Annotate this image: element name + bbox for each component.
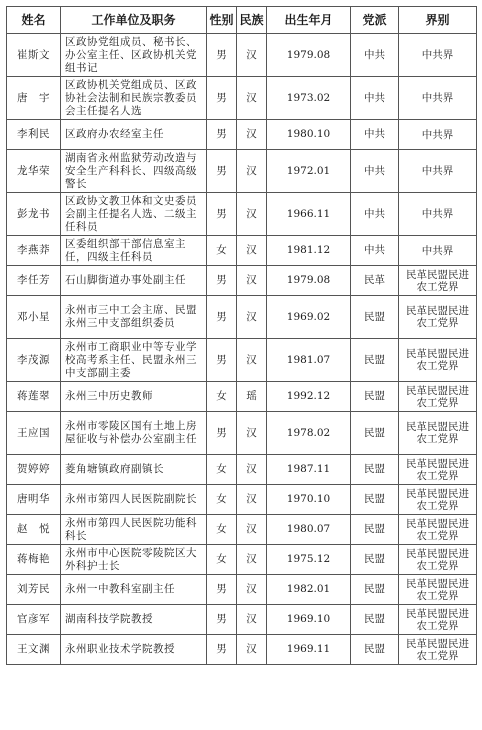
sector-cell: 民革民盟民进农工党界 (399, 382, 477, 412)
table-row (7, 236, 477, 266)
sector-cell: 民革民盟民进农工党界 (399, 296, 477, 339)
name-cell: 蒋莲翠 (7, 382, 61, 412)
unit-cell: 区委组织部干部信息室主任，四级主任科员 (61, 236, 207, 266)
table-row (7, 77, 477, 120)
birth-cell: 1981.07 (267, 339, 351, 382)
gender-cell: 女 (207, 545, 237, 575)
table-row (7, 150, 477, 193)
ethnicity-cell: 汉 (237, 266, 267, 296)
ethnicity-cell: 汉 (237, 635, 267, 665)
table-row (7, 515, 477, 545)
header-row (7, 7, 477, 34)
table-row (7, 193, 477, 236)
birth-cell: 1966.11 (267, 193, 351, 236)
name-cell: 崔斯文 (7, 34, 61, 77)
name-cell: 王文渊 (7, 635, 61, 665)
birth-cell: 1980.07 (267, 515, 351, 545)
party-cell: 中共 (351, 236, 399, 266)
sector-cell: 民革民盟民进农工党界 (399, 455, 477, 485)
gender-cell: 男 (207, 77, 237, 120)
name-cell: 贺婷婷 (7, 455, 61, 485)
gender-cell: 男 (207, 193, 237, 236)
party-cell: 民盟 (351, 545, 399, 575)
header-gender: 性别 (207, 7, 237, 34)
header-sector: 界别 (399, 7, 477, 34)
birth-cell: 1969.02 (267, 296, 351, 339)
unit-cell: 永州市中心医院零陵院区大外科护士长 (61, 545, 207, 575)
sector-cell: 民革民盟民进农工党界 (399, 266, 477, 296)
unit-cell: 区政府办农经室主任 (61, 120, 207, 150)
birth-cell: 1981.12 (267, 236, 351, 266)
unit-cell: 永州一中教科室副主任 (61, 575, 207, 605)
ethnicity-cell: 汉 (237, 296, 267, 339)
unit-cell: 区政协机关党组成员、区政协社会法制和民族宗教委员会主任提名人选 (61, 77, 207, 120)
unit-cell: 区政协党组成员、秘书长、办公室主任、区政协机关党组书记 (61, 34, 207, 77)
party-cell: 民盟 (351, 339, 399, 382)
gender-cell: 男 (207, 296, 237, 339)
party-cell: 民盟 (351, 575, 399, 605)
table-row (7, 34, 477, 77)
gender-cell: 男 (207, 266, 237, 296)
gender-cell: 男 (207, 34, 237, 77)
gender-cell: 男 (207, 635, 237, 665)
table-row (7, 455, 477, 485)
ethnicity-cell: 汉 (237, 77, 267, 120)
ethnicity-cell: 汉 (237, 150, 267, 193)
table-row (7, 605, 477, 635)
gender-cell: 女 (207, 485, 237, 515)
sector-cell: 民革民盟民进农工党界 (399, 515, 477, 545)
table-row (7, 120, 477, 150)
header-ethnicity: 民族 (237, 7, 267, 34)
table-row (7, 339, 477, 382)
birth-cell: 1975.12 (267, 545, 351, 575)
gender-cell: 女 (207, 515, 237, 545)
sector-cell: 民革民盟民进农工党界 (399, 339, 477, 382)
unit-cell: 永州职业技术学院教授 (61, 635, 207, 665)
birth-cell: 1987.11 (267, 455, 351, 485)
ethnicity-cell: 汉 (237, 236, 267, 266)
table-row (7, 412, 477, 455)
name-cell: 唐 宇 (7, 77, 61, 120)
party-cell: 中共 (351, 34, 399, 77)
sector-cell: 民革民盟民进农工党界 (399, 412, 477, 455)
birth-cell: 1970.10 (267, 485, 351, 515)
gender-cell: 男 (207, 150, 237, 193)
birth-cell: 1978.02 (267, 412, 351, 455)
name-cell: 李燕莽 (7, 236, 61, 266)
unit-cell: 永州三中历史教师 (61, 382, 207, 412)
party-cell: 民革 (351, 266, 399, 296)
unit-cell: 菱角塘镇政府副镇长 (61, 455, 207, 485)
party-cell: 民盟 (351, 515, 399, 545)
header-name: 姓名 (7, 7, 61, 34)
ethnicity-cell: 汉 (237, 545, 267, 575)
table-row (7, 635, 477, 665)
ethnicity-cell: 瑶 (237, 382, 267, 412)
name-cell: 官彦军 (7, 605, 61, 635)
sector-cell: 民革民盟民进农工党界 (399, 575, 477, 605)
name-cell: 彭龙书 (7, 193, 61, 236)
ethnicity-cell: 汉 (237, 339, 267, 382)
ethnicity-cell: 汉 (237, 193, 267, 236)
unit-cell: 湖南省永州监狱劳动改造与安全生产科科长、四级高级警长 (61, 150, 207, 193)
gender-cell: 男 (207, 575, 237, 605)
ethnicity-cell: 汉 (237, 120, 267, 150)
gender-cell: 男 (207, 605, 237, 635)
name-cell: 李利民 (7, 120, 61, 150)
name-cell: 蒋梅艳 (7, 545, 61, 575)
unit-cell: 永州市工商职业中等专业学校高考系主任、民盟永州三中支部副主委 (61, 339, 207, 382)
unit-cell: 永州市三中工会主席、民盟永州三中支部组织委员 (61, 296, 207, 339)
ethnicity-cell: 汉 (237, 605, 267, 635)
table-row (7, 545, 477, 575)
party-cell: 民盟 (351, 412, 399, 455)
party-cell: 民盟 (351, 635, 399, 665)
unit-cell: 永州市零陵区国有土地上房屋征收与补偿办公室副主任 (61, 412, 207, 455)
table-row (7, 575, 477, 605)
name-cell: 唐明华 (7, 485, 61, 515)
gender-cell: 男 (207, 339, 237, 382)
unit-cell: 湖南科技学院教授 (61, 605, 207, 635)
table-row (7, 382, 477, 412)
ethnicity-cell: 汉 (237, 412, 267, 455)
sector-cell: 中共界 (399, 77, 477, 120)
gender-cell: 男 (207, 120, 237, 150)
ethnicity-cell: 汉 (237, 515, 267, 545)
name-cell: 赵 悦 (7, 515, 61, 545)
sector-cell: 中共界 (399, 236, 477, 266)
birth-cell: 1972.01 (267, 150, 351, 193)
header-unit: 工作单位及职务 (61, 7, 207, 34)
table-row (7, 266, 477, 296)
party-cell: 民盟 (351, 382, 399, 412)
party-cell: 中共 (351, 120, 399, 150)
gender-cell: 男 (207, 412, 237, 455)
name-cell: 刘芳民 (7, 575, 61, 605)
gender-cell: 女 (207, 382, 237, 412)
birth-cell: 1979.08 (267, 34, 351, 77)
table-row (7, 485, 477, 515)
birth-cell: 1969.11 (267, 635, 351, 665)
sector-cell: 民革民盟民进农工党界 (399, 605, 477, 635)
sector-cell: 中共界 (399, 150, 477, 193)
ethnicity-cell: 汉 (237, 575, 267, 605)
sector-cell: 中共界 (399, 193, 477, 236)
birth-cell: 1969.10 (267, 605, 351, 635)
party-cell: 中共 (351, 77, 399, 120)
sector-cell: 民革民盟民进农工党界 (399, 545, 477, 575)
name-cell: 王应国 (7, 412, 61, 455)
name-cell: 李任芳 (7, 266, 61, 296)
birth-cell: 1979.08 (267, 266, 351, 296)
name-cell: 邓小星 (7, 296, 61, 339)
birth-cell: 1980.10 (267, 120, 351, 150)
gender-cell: 女 (207, 236, 237, 266)
name-cell: 龙华荣 (7, 150, 61, 193)
header-birth: 出生年月 (267, 7, 351, 34)
party-cell: 民盟 (351, 605, 399, 635)
unit-cell: 石山脚街道办事处副主任 (61, 266, 207, 296)
sector-cell: 中共界 (399, 34, 477, 77)
party-cell: 民盟 (351, 455, 399, 485)
sector-cell: 民革民盟民进农工党界 (399, 635, 477, 665)
birth-cell: 1973.02 (267, 77, 351, 120)
unit-cell: 永州市第四人民医院功能科科长 (61, 515, 207, 545)
table-row (7, 296, 477, 339)
party-cell: 民盟 (351, 485, 399, 515)
gender-cell: 女 (207, 455, 237, 485)
member-table (6, 6, 477, 665)
name-cell: 李茂源 (7, 339, 61, 382)
sector-cell: 民革民盟民进农工党界 (399, 485, 477, 515)
ethnicity-cell: 汉 (237, 455, 267, 485)
sector-cell: 中共界 (399, 120, 477, 150)
header-party: 党派 (351, 7, 399, 34)
unit-cell: 区政协文教卫体和文史委员会副主任提名人选、二级主任科员 (61, 193, 207, 236)
party-cell: 民盟 (351, 296, 399, 339)
ethnicity-cell: 汉 (237, 34, 267, 77)
party-cell: 中共 (351, 150, 399, 193)
birth-cell: 1982.01 (267, 575, 351, 605)
party-cell: 中共 (351, 193, 399, 236)
unit-cell: 永州市第四人民医院副院长 (61, 485, 207, 515)
birth-cell: 1992.12 (267, 382, 351, 412)
ethnicity-cell: 汉 (237, 485, 267, 515)
